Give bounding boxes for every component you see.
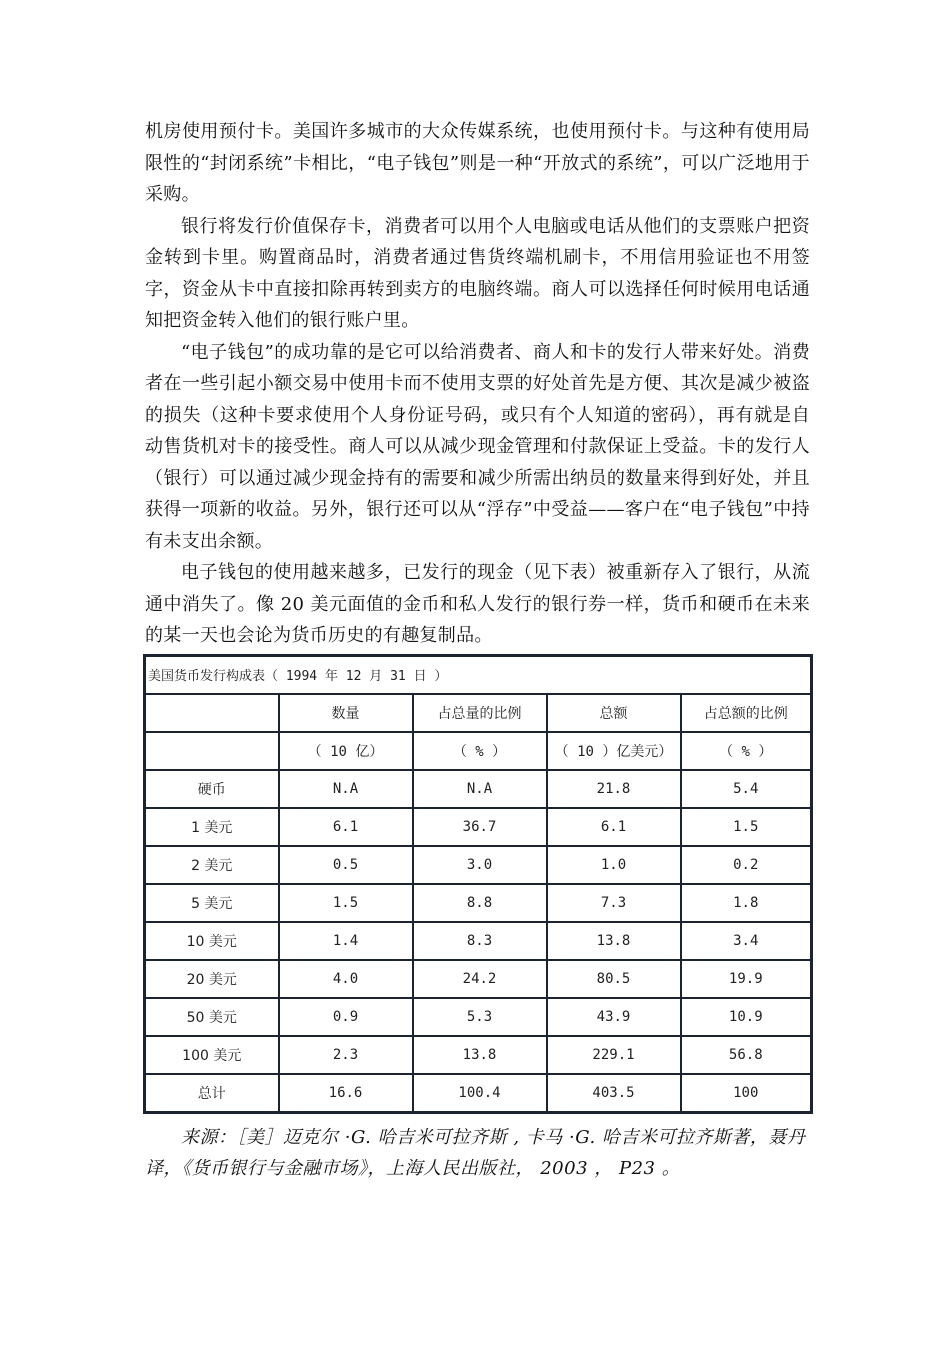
table-cell: 24.2	[413, 960, 547, 998]
table-cell: 8.8	[413, 884, 547, 922]
paragraph-prepaid-cards: 机房使用预付卡。美国许多城市的大众传媒系统，也使用预付卡。与这种有使用局限性的“封闭系统”卡相比，“电子钱包”则是一种“开放式的系统”，可以广泛地用于采购。	[145, 121, 810, 205]
table-cell: 16.6	[279, 1074, 413, 1113]
paragraph-currency-future: 电子钱包的使用越来越多，已发行的现金（见下表）被重新存入了银行，从流通中消失了。像 20 美元面值的金币和私人发行的银行券一样，货币和硬币在未来的某一天也会论为货币历史的有趣复制品。	[145, 562, 810, 646]
table-cell: 5.3	[413, 998, 547, 1036]
table-units-row	[145, 732, 812, 770]
table-row	[145, 922, 812, 960]
paragraph-stored-value: 银行将发行价值保存卡，消费者可以用个人电脑或电话从他们的支票账户把资金转到卡里。购置商品时，消费者通过售货终端机刷卡，不用信用验证也不用签字，资金从卡中直接扣除再转到卖方的电脑终端。商人可以选择任何时候用电话通知把资金转入他们的银行账户里。	[145, 215, 810, 331]
source-citation: 来源：［美］迈克尔 ·G. 哈吉米可拉齐斯 , 卡马 ·G. 哈吉米可拉齐斯著，聂丹译，《货币银行与金融市场》，上海人民出版社， 2003 ， P23 。	[145, 1126, 806, 1179]
table-row-label: 5 美元	[145, 884, 279, 922]
table-row-label: 硬币	[145, 770, 279, 808]
table-cell: 5.4	[681, 770, 812, 808]
table-units-empty	[145, 732, 279, 770]
table-cell: 0.9	[279, 998, 413, 1036]
table-cell: 403.5	[547, 1074, 681, 1113]
table-cell: 3.4	[681, 922, 812, 960]
table-row	[145, 846, 812, 884]
table-cell: 13.8	[413, 1036, 547, 1074]
table-cell: 19.9	[681, 960, 812, 998]
table-cell: 21.8	[547, 770, 681, 808]
table-cell: 229.1	[547, 1036, 681, 1074]
table-header-cell: 占总量的比例	[413, 694, 547, 732]
table-cell: 36.7	[413, 808, 547, 846]
table-cell: 80.5	[547, 960, 681, 998]
table-unit-cell: （ % ）	[681, 732, 812, 770]
table-header-cell: 数量	[279, 694, 413, 732]
table-caption-row	[145, 655, 812, 694]
table-row	[145, 808, 812, 846]
table-row	[145, 770, 812, 808]
table-header-cell: 总额	[547, 694, 681, 732]
paragraph-benefits: “电子钱包”的成功靠的是它可以给消费者、商人和卡的发行人带来好处。消费者在一些引起小额交易中使用卡而不使用支票的好处首先是方便、其次是减少被盗的损失（这种卡要求使用个人身份证号码，或只有个人知道的密码），再有就是自动售货机对卡的接受性。商人可以从减少现金管理和付款保证上受益。卡的发行人（银行）可以通过减少现金持有的需要和减少所需出纳员的数量来得到好处，并且获得一项新的收益。另外，银行还可以从“浮存”中受益——客户在“电子钱包”中持有未支出余额。	[145, 341, 810, 552]
table-cell: 1.5	[279, 884, 413, 922]
table-row	[145, 1036, 812, 1074]
table-cell: N.A	[279, 770, 413, 808]
table-cell: 2.3	[279, 1036, 413, 1074]
document-body	[145, 116, 810, 1184]
table-cell: 6.1	[547, 808, 681, 846]
table-unit-cell: （ 10 ）亿美元）	[547, 732, 681, 770]
table-cell: 1.8	[681, 884, 812, 922]
table-cell: 7.3	[547, 884, 681, 922]
table-unit-cell: （ % ）	[413, 732, 547, 770]
table-cell: 8.3	[413, 922, 547, 960]
table-row	[145, 884, 812, 922]
currency-composition-table	[143, 654, 813, 1114]
table-cell: 13.8	[547, 922, 681, 960]
table-row-label: 50 美元	[145, 998, 279, 1036]
table-cell: 1.0	[547, 846, 681, 884]
table-unit-cell: （ 10 亿）	[279, 732, 413, 770]
table-row-label: 总计	[145, 1074, 279, 1113]
table-cell: 4.0	[279, 960, 413, 998]
table-cell: 100.4	[413, 1074, 547, 1113]
table-cell: 6.1	[279, 808, 413, 846]
table-row	[145, 1074, 812, 1113]
table-header-empty	[145, 694, 279, 732]
table-row-label: 2 美元	[145, 846, 279, 884]
table-cell: 100	[681, 1074, 812, 1113]
table-cell: 1.4	[279, 922, 413, 960]
table-row-label: 100 美元	[145, 1036, 279, 1074]
table-row	[145, 960, 812, 998]
table-cell: 10.9	[681, 998, 812, 1036]
table-row	[145, 998, 812, 1036]
table-cell: 0.2	[681, 846, 812, 884]
table-row-label: 10 美元	[145, 922, 279, 960]
table-cell: N.A	[413, 770, 547, 808]
table-row-label: 1 美元	[145, 808, 279, 846]
table-row-label: 20 美元	[145, 960, 279, 998]
table-cell: 0.5	[279, 846, 413, 884]
table-cell: 43.9	[547, 998, 681, 1036]
table-caption: 美国货币发行构成表（ 1994 年 12 月 31 日 ）	[145, 655, 812, 694]
table-cell: 56.8	[681, 1036, 812, 1074]
table-cell: 3.0	[413, 846, 547, 884]
table-header-cell: 占总额的比例	[681, 694, 812, 732]
table-header-row	[145, 694, 812, 732]
table-cell: 1.5	[681, 808, 812, 846]
